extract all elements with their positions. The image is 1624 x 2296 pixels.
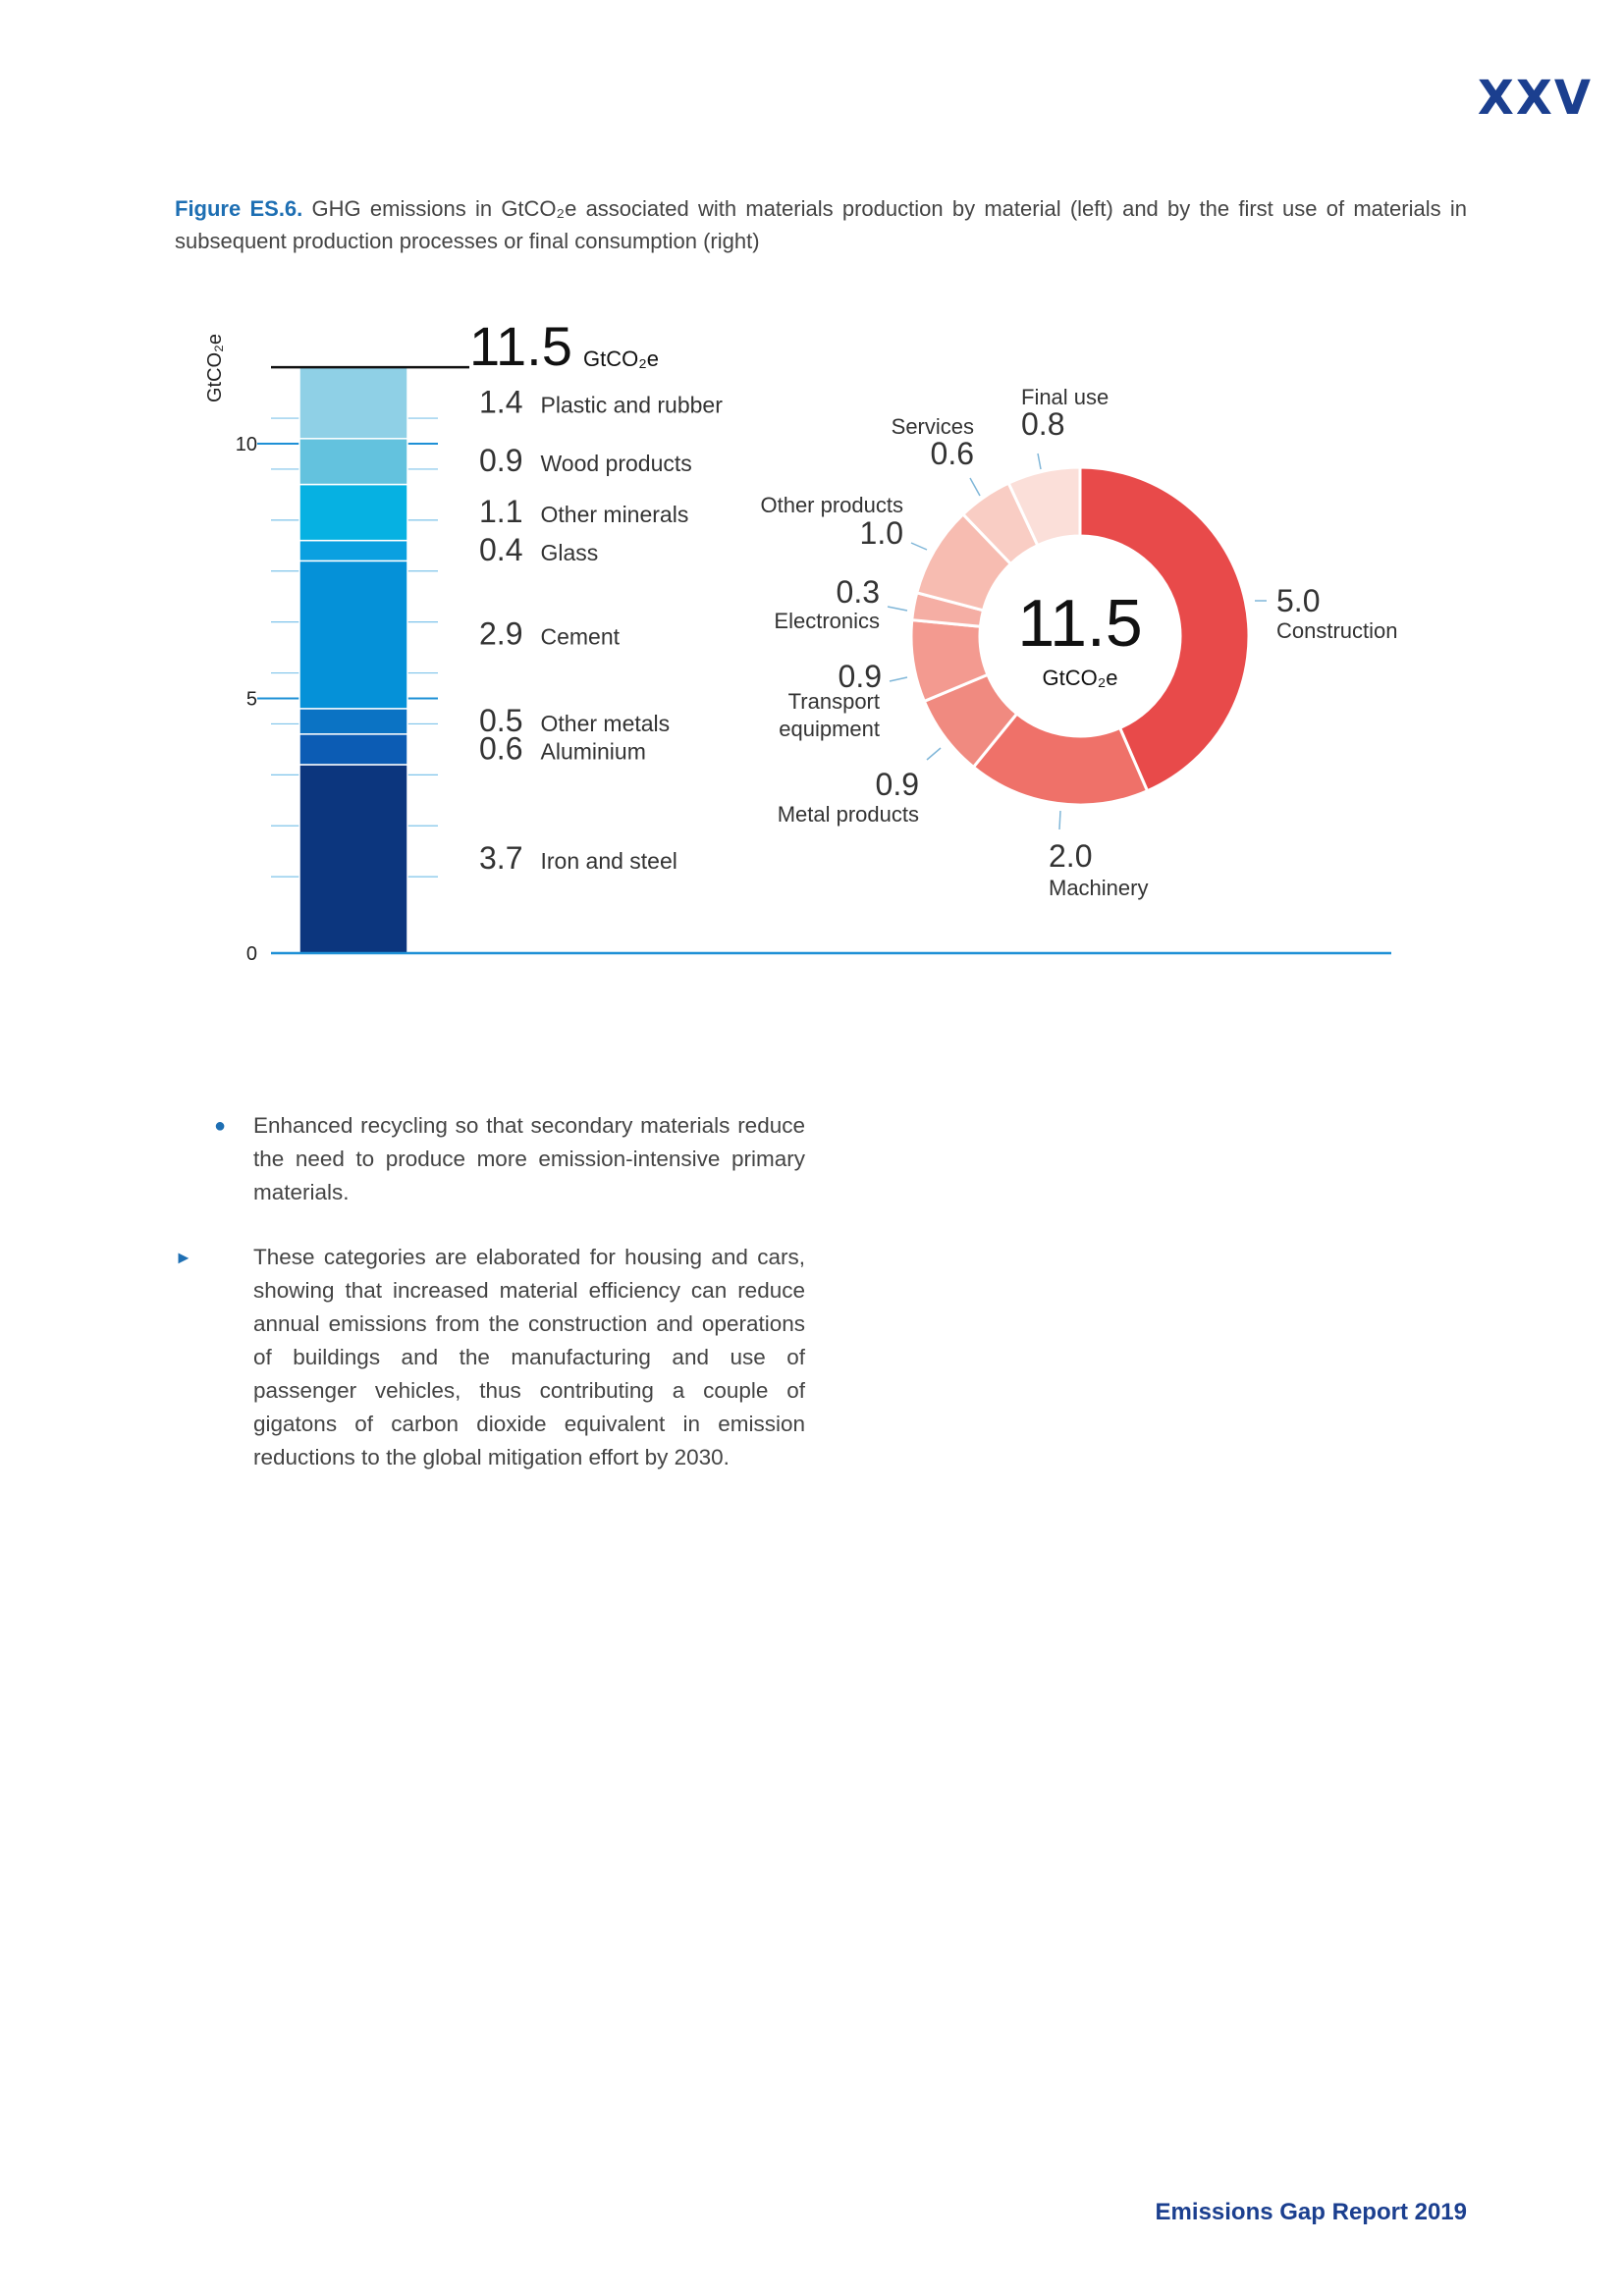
- bar-category-label: Plastic and rubber: [540, 392, 723, 418]
- donut-leader-line: [1059, 811, 1060, 829]
- bar-value-label: 0.4: [479, 531, 523, 567]
- donut-category-label: Construction: [1276, 618, 1398, 643]
- bar-total-value: 11.5: [469, 315, 572, 378]
- donut-value-label: 0.8: [1021, 406, 1065, 442]
- bar-total-unit: GtCO₂e: [583, 347, 659, 372]
- bar-segment-wood-products: [299, 439, 407, 485]
- bar-segment-cement: [299, 561, 407, 709]
- bar-segment-plastic-and-rubber: [299, 367, 407, 439]
- donut-leader-line: [1038, 454, 1041, 469]
- y-axis-label: GtCO₂e: [204, 334, 226, 402]
- bar-segment-aluminium: [299, 734, 407, 765]
- donut-value-label: 0.6: [930, 436, 974, 471]
- footer-title: Emissions Gap Report 2019: [1155, 2199, 1467, 2225]
- bar-value-label: 2.9: [479, 615, 523, 652]
- donut-leader-line: [911, 543, 927, 550]
- bar-value-label: 3.7: [479, 839, 523, 876]
- donut-category-label: Metal products: [777, 802, 919, 827]
- bullet-text: These categories are elaborated for housing and cars, showing that increased material efficiency can reduce annual emissions from the construction and operations of buildings and the manufacturing and use of passenger vehicles, thus contributing a couple of gigatons of carbon dioxide equivalent in emission reductions to the global mitigation effort by 2030.: [253, 1245, 805, 1469]
- donut-total-value: 11.5: [1017, 586, 1143, 661]
- bar-segment-other-metals: [299, 709, 407, 734]
- y-tick-label: 5: [245, 688, 257, 711]
- bar-segment-glass: [299, 541, 407, 561]
- donut-leader-line: [970, 478, 980, 496]
- donut-total-unit: GtCO₂e: [1042, 666, 1118, 690]
- y-tick-label: 10: [235, 434, 257, 455]
- donut-value-label: 5.0: [1276, 583, 1321, 618]
- bullet-arrow-icon: ►: [175, 1248, 192, 1267]
- donut-category-label: Electronics: [774, 609, 880, 633]
- bullet-text: Enhanced recycling so that secondary materials reduce the need to produce more emission-intensive primary materials.: [253, 1113, 805, 1204]
- donut-category-label: Machinery: [1049, 876, 1149, 900]
- donut-category-label: Other products: [760, 493, 903, 517]
- donut-value-label: 0.9: [838, 659, 882, 694]
- bar-category-label: Other minerals: [540, 502, 689, 528]
- donut-leader-line: [927, 748, 941, 760]
- bar-category-label: Aluminium: [540, 738, 646, 765]
- figure-caption: [175, 192, 1467, 257]
- y-tick-label: 0: [245, 943, 257, 965]
- bar-category-label: Cement: [540, 623, 621, 650]
- bar-value-label: 0.6: [479, 730, 523, 767]
- bar-segment-other-minerals: [299, 485, 407, 541]
- bar-value-label: 0.5: [479, 702, 523, 738]
- figure-caption-text: GHG emissions in GtCO₂e associated with materials production by material (left) and by the first use of materials in subsequent production processes or final consumption (right): [175, 196, 1467, 253]
- donut-category-label: equipment: [779, 717, 880, 741]
- donut-leader-line: [888, 607, 907, 611]
- donut-leader-line: [890, 677, 907, 681]
- donut-category-label: Final use: [1021, 385, 1110, 409]
- donut-category-label: Services: [891, 414, 974, 439]
- page-number: XXV: [1477, 71, 1593, 126]
- figure-chart: [0, 294, 1624, 1001]
- donut-value-label: 0.3: [836, 574, 880, 610]
- bar-segment-iron-and-steel: [299, 765, 407, 953]
- bar-category-label: Glass: [540, 539, 599, 565]
- bullet-list: [175, 1109, 805, 1506]
- donut-category-label: Transport: [787, 689, 880, 714]
- donut-value-label: 2.0: [1049, 838, 1093, 874]
- bar-value-label: 1.4: [479, 384, 523, 420]
- figure-label: Figure ES.6.: [175, 196, 303, 221]
- donut-value-label: 1.0: [859, 515, 903, 551]
- bar-category-label: Wood products: [540, 451, 692, 477]
- bullet-item-categories: [175, 1241, 805, 1474]
- bullet-item-recycling: [175, 1109, 805, 1209]
- donut-value-label: 0.9: [875, 767, 919, 802]
- bar-value-label: 1.1: [479, 494, 523, 530]
- bar-value-label: 0.9: [479, 443, 523, 479]
- bar-category-label: Other metals: [540, 710, 671, 736]
- bullet-dot-icon: ●: [214, 1115, 227, 1137]
- bar-category-label: Iron and steel: [540, 847, 677, 874]
